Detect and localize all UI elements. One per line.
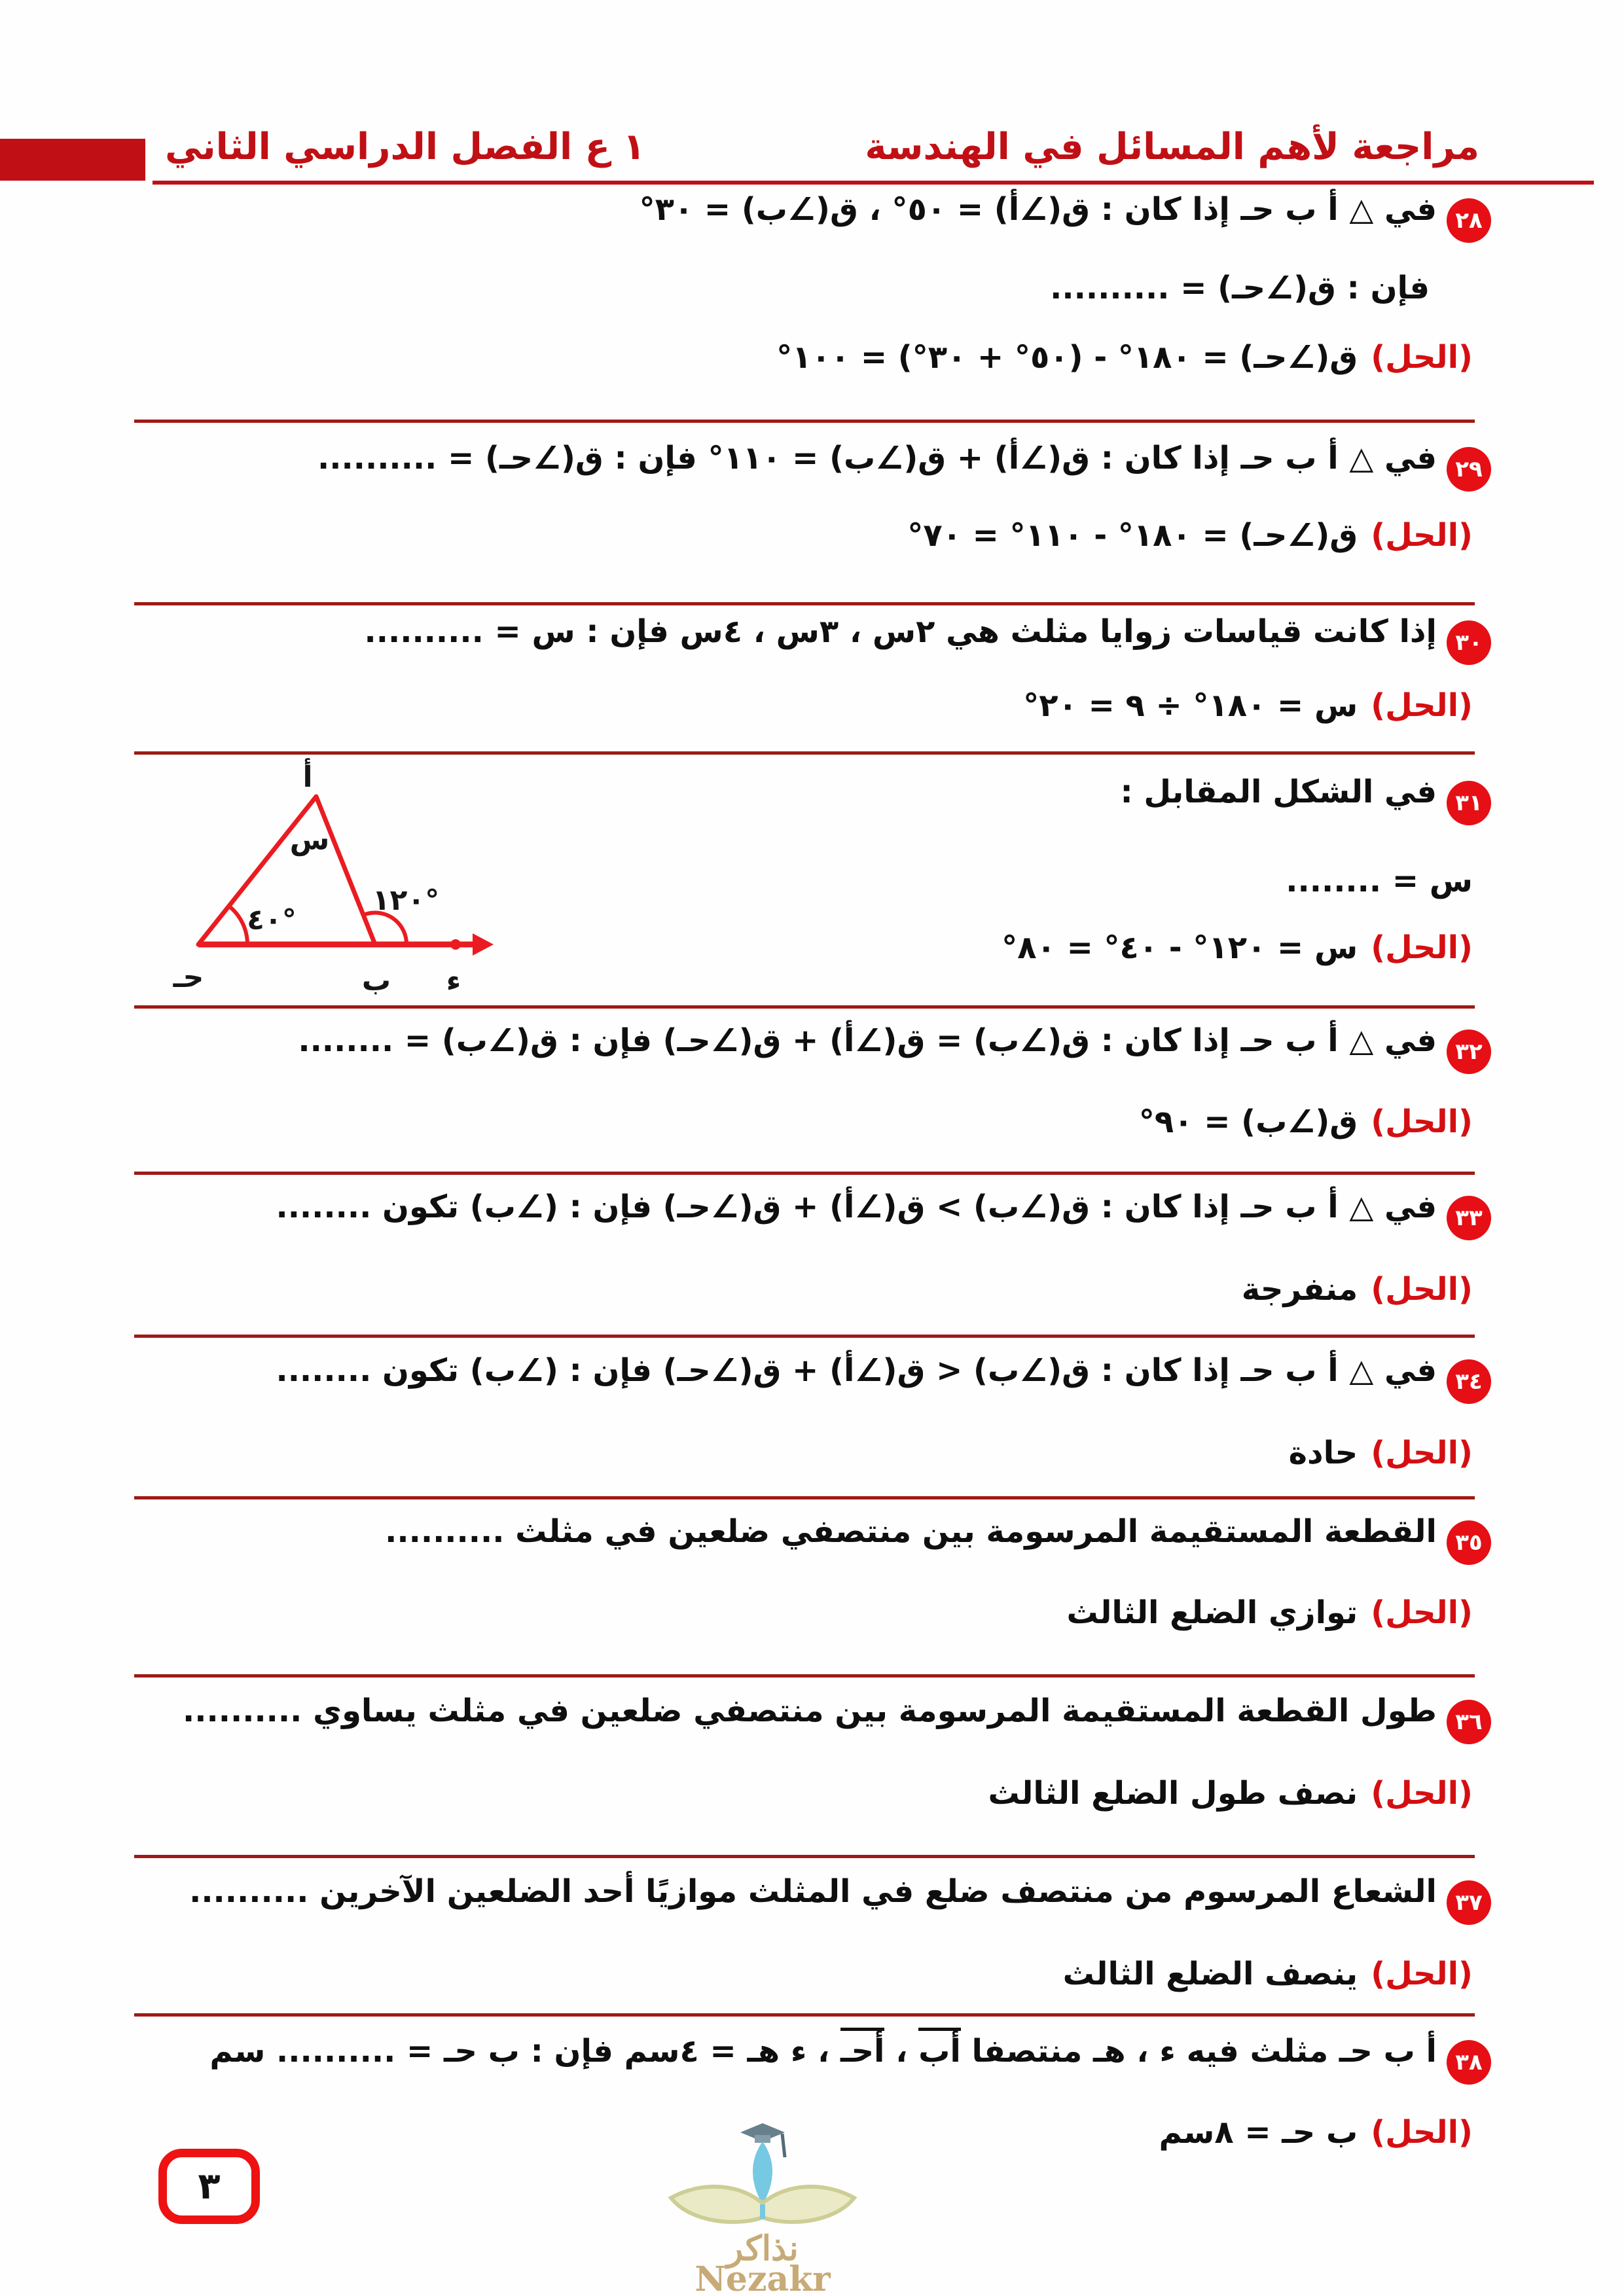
question-number-badge: ٣٧ <box>1447 1880 1491 1925</box>
solution-text: ق(∠حـ) = ١٨٠° - (٥٠° + ٣٠°) = ١٠٠° <box>776 339 1358 376</box>
solution-label: (الحل) <box>1371 1103 1473 1140</box>
ray-point <box>450 939 461 950</box>
solution-label: (الحل) <box>1371 1271 1473 1308</box>
vertex-label-top: أ <box>302 761 313 794</box>
question-31-solution <box>1001 929 1473 966</box>
question-29-solution <box>907 517 1473 554</box>
solution-label: (الحل) <box>1371 1435 1473 1471</box>
triangle-figure <box>151 758 694 1007</box>
solution-label: (الحل) <box>1371 2114 1473 2151</box>
question-38-part2: ، ء هـ = ٤سم فإن : ب حـ = .......... سم <box>209 2033 841 2070</box>
question-28-line2: فإن : ق(∠حـ) = .......... <box>1050 270 1430 306</box>
separator-line <box>134 602 1475 605</box>
solution-label: (الحل) <box>1371 339 1473 376</box>
exterior-angle-value: ١٢٠° <box>372 884 440 917</box>
page-number-box <box>158 2149 260 2224</box>
solution-label: (الحل) <box>1371 687 1473 724</box>
question-number-badge: ٣٠ <box>1447 620 1491 665</box>
separator-line <box>134 1855 1475 1858</box>
question-29-line1: في △ أ ب حـ إذا كان : ق(∠أ) + ق(∠ب) = ١١٠° فإن : ق(∠حـ) = .......... <box>317 440 1437 476</box>
question-number-badge: ٢٨ <box>1447 198 1491 243</box>
solution-text: س = ١٨٠° ÷ ٩ = ٢٠° <box>1023 687 1358 724</box>
solution-text: ق(∠ب) = ٩٠° <box>1138 1103 1358 1140</box>
book-right-page <box>763 2187 854 2222</box>
question-32-line1: في △ أ ب حـ إذا كان : ق(∠ب) = ق(∠أ) + ق(∠حـ) فإن : ق(∠ب) = ........ <box>298 1022 1437 1059</box>
apex-angle-label: س <box>289 823 330 857</box>
question-30-line1: إذا كانت قياسات زوايا مثلث هي ٢س ، ٣س ، ٤س فإن : س = .......... <box>364 613 1437 650</box>
nezakr-logo <box>645 2119 880 2296</box>
question-34-line1: في △ أ ب حـ إذا كان : ق(∠ب) < ق(∠أ) + ق(∠حـ) فإن : (∠ب) تكون ........ <box>276 1352 1437 1389</box>
separator-line <box>134 1335 1475 1338</box>
question-number-badge: ٣٣ <box>1447 1196 1491 1240</box>
book-left-page <box>671 2187 763 2222</box>
question-number-badge: ٣٤ <box>1447 1359 1491 1404</box>
ray-end-label: ء <box>446 964 461 997</box>
solution-text: ق(∠حـ) = ١٨٠° - ١١٠° = ٧٠° <box>907 517 1358 554</box>
question-number-badge: ٣٥ <box>1447 1520 1491 1565</box>
question-number-badge: ٣٢ <box>1447 1030 1491 1074</box>
segment-ah-overlined: أحـ <box>840 2028 884 2070</box>
question-28-line1: في △ أ ب حـ إذا كان : ق(∠أ) = ٥٠° ، ق(∠ب) = ٣٠° <box>639 191 1437 228</box>
question-number-badge: ٣١ <box>1447 781 1491 825</box>
question-35-solution <box>1067 1594 1473 1631</box>
segment-ab-overlined: أب <box>918 2028 961 2070</box>
question-36-line1: طول القطعة المستقيمة المرسومة بين منتصفي ضلعين في مثلث يساوي .......... <box>183 1693 1437 1729</box>
logo-arabic-text: نذاكر <box>727 2229 799 2269</box>
question-35-line1: القطعة المستقيمة المرسومة بين منتصفي ضلعين في مثلث .......... <box>385 1513 1437 1550</box>
question-38-part1: أ ب حـ مثلث فيه ء ، هـ منتصفا <box>960 2033 1437 2070</box>
question-28-solution <box>776 339 1473 376</box>
header-right-title: مراجعة لأهم المسائل في الهندسة <box>865 126 1479 168</box>
question-31-line1: في الشكل المقابل : <box>1120 774 1437 810</box>
solution-text: ب حـ = ٨سم <box>1159 2114 1358 2151</box>
solution-text: منفرجة <box>1241 1271 1358 1308</box>
ray-arrowhead-icon <box>473 933 494 956</box>
question-number-badge: ٣٦ <box>1447 1700 1491 1744</box>
vertex-label-bottom-right: ب <box>361 964 391 997</box>
question-30-solution <box>1023 687 1473 724</box>
question-33-line1: في △ أ ب حـ إذا كان : ق(∠ب) > ق(∠أ) + ق(∠حـ) فإن : (∠ب) تكون ........ <box>276 1189 1437 1225</box>
separator-line <box>134 2013 1475 2017</box>
solution-text: س = ١٢٠° - ٤٠° = ٨٠° <box>1001 929 1358 966</box>
pen-nib-icon <box>753 2142 772 2204</box>
left-angle-arc <box>229 906 247 944</box>
question-38-solution <box>1159 2114 1473 2151</box>
cap-tassel <box>782 2134 785 2157</box>
separator-line <box>134 1674 1475 1677</box>
question-34-solution <box>1289 1435 1473 1471</box>
solution-label: (الحل) <box>1371 1594 1473 1631</box>
solution-label: (الحل) <box>1371 929 1473 966</box>
question-36-solution <box>988 1775 1473 1812</box>
solution-text: توازي الضلع الثالث <box>1066 1594 1358 1631</box>
question-31-line2: س = ........ <box>1286 863 1473 899</box>
solution-text: حادة <box>1288 1435 1358 1471</box>
solution-label: (الحل) <box>1371 1775 1473 1812</box>
question-37-solution <box>1063 1956 1473 1992</box>
solution-text: ينصف الضلع الثالث <box>1062 1956 1358 1992</box>
header-left-title: ١ ع الفصل الدراسي الثاني <box>165 126 645 168</box>
separator-line <box>134 1172 1475 1175</box>
separator-line <box>134 1005 1475 1009</box>
question-number-badge: ٣٨ <box>1447 2040 1491 2085</box>
separator-line <box>134 420 1475 423</box>
separator-line <box>134 1496 1475 1499</box>
page-number: ٣ <box>198 2165 221 2208</box>
question-38-line1 <box>209 2033 1437 2070</box>
solution-label: (الحل) <box>1371 517 1473 554</box>
header-red-block <box>0 139 145 181</box>
question-33-solution <box>1242 1271 1473 1308</box>
solution-label: (الحل) <box>1371 1956 1473 1992</box>
vertex-label-bottom-left: حـ <box>173 961 204 994</box>
separator-line <box>134 751 1475 755</box>
left-angle-value: ٤٠° <box>247 903 297 937</box>
question-38-sep: ، <box>884 2033 919 2070</box>
question-32-solution <box>1139 1103 1473 1140</box>
question-37-line1: الشعاع المرسوم من منتصف ضلع في المثلث موازيًا أحد الضلعين الآخرين .......... <box>189 1873 1437 1910</box>
header-underline <box>153 181 1594 185</box>
logo-latin-text: Nezakr <box>695 2259 831 2296</box>
question-number-badge: ٢٩ <box>1447 447 1491 492</box>
solution-text: نصف طول الضلع الثالث <box>988 1775 1358 1812</box>
